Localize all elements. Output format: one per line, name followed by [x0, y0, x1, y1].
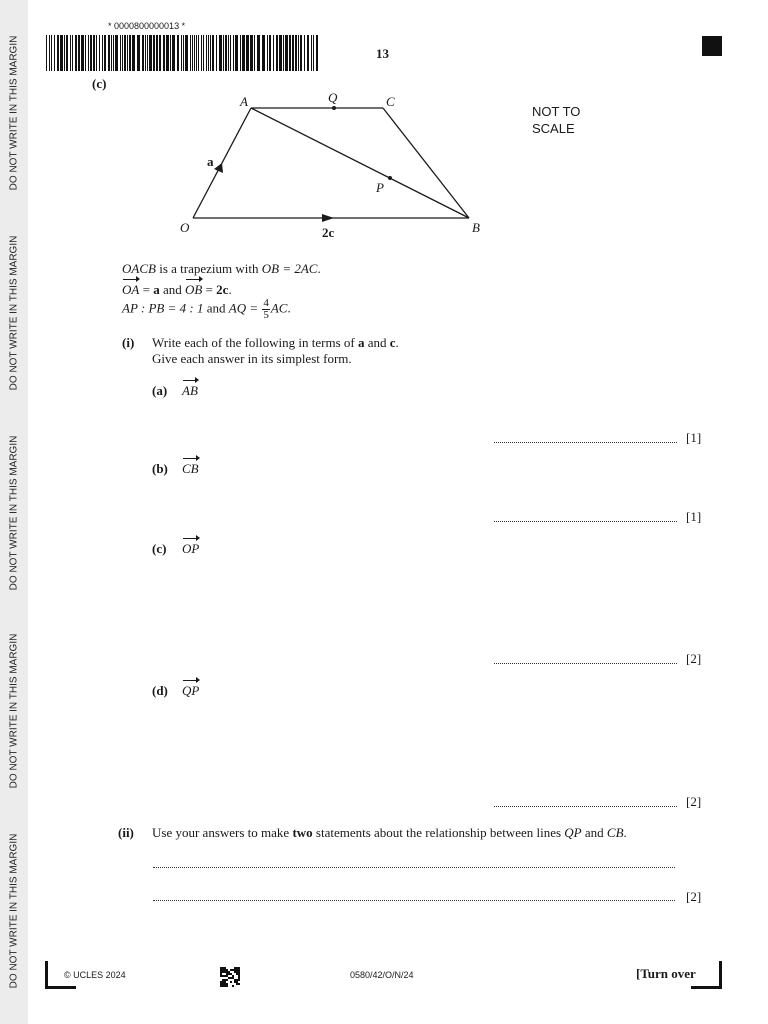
- subpart-c-vector: OP: [182, 541, 200, 556]
- marks-b: [1]: [686, 509, 702, 524]
- part-label: (c): [92, 76, 107, 91]
- answer-line-a[interactable]: [494, 442, 677, 443]
- part-ii-label: (ii): [118, 825, 134, 840]
- part-i-instruction-2: Give each answer in its simplest form.: [152, 351, 352, 366]
- line-ab: [251, 108, 469, 218]
- paper-code: 0580/42/O/N/24: [350, 970, 414, 980]
- crop-mark-left-vertical: [45, 961, 48, 989]
- marks-c: [2]: [686, 651, 702, 666]
- label-o: O: [180, 220, 190, 235]
- crop-mark-right-horizontal: [691, 986, 722, 989]
- side-cb: [383, 108, 469, 218]
- copyright: © UCLES 2024: [64, 970, 126, 980]
- answer-line-d[interactable]: [494, 806, 677, 807]
- stem-line-1: OACB is a trapezium with OB = 2AC.: [122, 261, 321, 276]
- crop-mark-left-horizontal: [45, 986, 76, 989]
- stem-line-2: OA = a and OB = 2c.: [122, 282, 232, 297]
- answer-line-ii-2[interactable]: [153, 900, 675, 901]
- label-a-vertex: A: [240, 94, 248, 109]
- point-p: [388, 176, 392, 180]
- part-ii-text: Use your answers to make two statements about the relationship between lines QP and CB.: [152, 825, 627, 840]
- answer-line-ii-1[interactable]: [153, 867, 675, 868]
- subpart-c-label: (c): [152, 541, 167, 556]
- trapezium-diagram: [150, 85, 510, 245]
- subpart-d-label: (d): [152, 683, 168, 698]
- label-vector-a: a: [207, 154, 214, 169]
- label-p: P: [376, 180, 384, 195]
- barcode-number: * 0000800000013 *: [108, 21, 186, 31]
- subpart-b-label: (b): [152, 461, 168, 476]
- answer-line-b[interactable]: [494, 521, 677, 522]
- label-c: C: [386, 94, 395, 109]
- marks-ii: [2]: [686, 889, 702, 904]
- part-i-instruction: Write each of the following in terms of a and c.: [152, 335, 399, 350]
- label-vector-2c: 2c: [322, 225, 335, 240]
- arrow-2c: [322, 214, 334, 222]
- label-b: B: [472, 220, 480, 235]
- answer-line-c[interactable]: [494, 663, 677, 664]
- qr-code: [220, 967, 240, 987]
- part-i-label: (i): [122, 335, 135, 350]
- label-q: Q: [328, 90, 338, 105]
- arrow-a: [214, 163, 223, 173]
- subpart-b-vector: CB: [182, 461, 199, 476]
- registration-mark: [702, 36, 722, 56]
- point-q: [332, 106, 336, 110]
- subpart-d-vector: QP: [182, 683, 200, 698]
- subpart-a-label: (a): [152, 383, 168, 398]
- marks-d: [2]: [686, 794, 702, 809]
- not-to-scale: NOT TO SCALE: [532, 104, 581, 136]
- barcode: [46, 35, 319, 71]
- marks-a: [1]: [686, 430, 702, 445]
- subpart-a-vector: AB: [182, 383, 198, 398]
- crop-mark-right-vertical: [719, 961, 722, 989]
- fraction: $\frac{4}{5}$: [263, 297, 269, 321]
- turn-over: [Turn over: [636, 966, 696, 981]
- stem-line-3: AP : PB = 4 : 1 and AQ = $\frac{4}{5}$ AC.: [122, 297, 291, 321]
- page-number: 13: [376, 46, 389, 61]
